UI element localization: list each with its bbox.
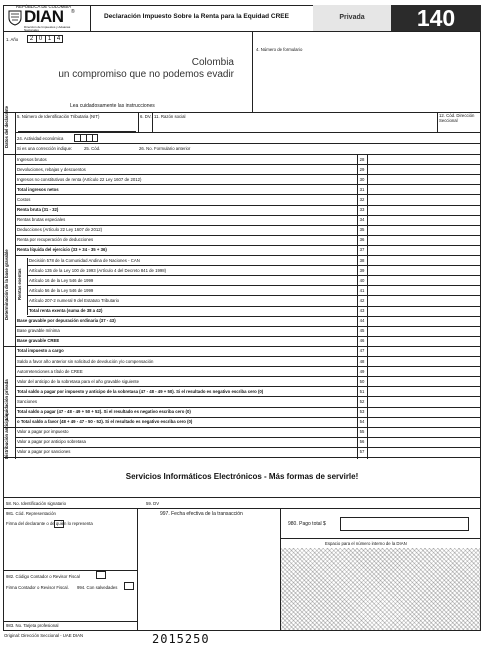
row-value-input[interactable]: [368, 164, 480, 174]
signatory-dv-label: 59. DV: [146, 501, 160, 506]
row-label: Saldo a favor año anterior sin solicitud de devolución y/o compensación: [17, 358, 154, 364]
row-label: Artículo 207-2 numeral 9 del Estatuto Tributario: [29, 297, 120, 303]
row-number: 28: [359, 156, 365, 162]
row-number: 32: [359, 196, 365, 202]
row-label: Deducciones (Artículo 22 Ley 1607 de 2012): [17, 227, 103, 233]
row-value-input[interactable]: [368, 386, 480, 396]
row-value-input[interactable]: [368, 184, 480, 194]
row-number: 45: [359, 328, 365, 334]
row-value-input[interactable]: [368, 376, 480, 386]
privacy-label: Privada: [313, 5, 391, 31]
row-value-input[interactable]: [368, 295, 480, 305]
row-label: o Total saldo a favor (48 + 49 - 47 - 50 - 52). Si el resultado es negativo escriba cero (0): [17, 419, 193, 425]
row-label: Total renta exenta (suma de 38 a 42): [29, 308, 103, 313]
services-banner: Servicios Informáticos Electrónicos - Más formas de servirle!: [125, 472, 359, 481]
row-number: 34: [359, 217, 365, 223]
formulario-anterior-label: 26. No. Formulario anterior: [139, 146, 191, 151]
taxpayer-section-label: Datos del declarante: [4, 105, 9, 148]
row-value-input[interactable]: [368, 396, 480, 406]
row-value-input[interactable]: [368, 346, 480, 356]
firma-contador-label: Firma Contador o Revisor Fiscal.: [6, 585, 69, 590]
row-value-input[interactable]: [368, 154, 480, 164]
row-value-input[interactable]: [368, 205, 480, 215]
row-label: Artículo 16 de la Ley 546 de 1999: [29, 277, 94, 283]
year-digit: 1: [47, 36, 52, 42]
row-label: Decisión 578 de la Comunidad Andina de Naciones - CAN: [29, 257, 140, 263]
row-value-input[interactable]: [368, 336, 480, 346]
row-number: 51: [359, 388, 365, 394]
row-number: 57: [359, 449, 365, 455]
row-label: Rentas brutas especiales: [17, 217, 66, 223]
row-label: Devoluciones, rebajas y descuentos: [17, 166, 86, 172]
row-label: Artículo 135 de la Ley 100 de 1993 (Artículo 4 del Decreto 841 de 1998): [29, 267, 167, 273]
row-label: Total saldo a pagar (47 - 48 - 49 + 50 + 52). Si el resultado es negativo escriba cero (0): [17, 409, 191, 414]
row-label: Artículo 56 de la Ley 546 de 1999: [29, 287, 94, 293]
slogan-line1: Colombia: [191, 57, 234, 68]
row-number: 52: [359, 398, 365, 404]
row-label: Total saldo a pagar por impuesto y anticipo de la sobretasa (47 - 48 - 49 + 50). Si el resultado es negativo escriba cero (0): [17, 388, 264, 394]
row-value-input[interactable]: [368, 245, 480, 255]
row-value-input[interactable]: [368, 255, 480, 265]
dian-internal-area: [281, 548, 480, 630]
row-value-input[interactable]: [368, 235, 480, 245]
row-label: Valor a pagar por sanciones: [17, 449, 71, 455]
instructions-text: Lea cuidadosamente las instrucciones: [70, 103, 155, 109]
original-label: Original: Dirección Seccional - UAE DIAN: [4, 633, 84, 638]
row-value-input[interactable]: [368, 366, 480, 376]
form-title: Declaración Impuesto Sobre la Renta para la Equidad CREE: [104, 13, 289, 20]
nit-label: 5. Número de Identificación Tributaria (NIT): [17, 114, 100, 119]
row-label: Total ingresos netos: [17, 186, 59, 192]
row-label: Ingresos no constitutivos de renta (Artículo 22 Ley 1607 de 2012): [17, 176, 142, 182]
pagos-section-label: Distribución anticipos: [4, 413, 9, 459]
fecha-efectiva-label: 997. Fecha efectiva de la transacción: [160, 511, 243, 517]
row-number: 53: [359, 409, 365, 414]
year-digit: 4: [56, 36, 61, 42]
row-value-input[interactable]: [368, 447, 480, 457]
row-number: 33: [359, 207, 365, 212]
row-number: 43: [359, 308, 365, 313]
row-value-input[interactable]: [368, 215, 480, 225]
row-number: 35: [359, 227, 365, 233]
rentas-exentas-section-label: Rentas exentas: [17, 268, 22, 300]
row-label: Valor a pagar por anticipo sobretasa: [17, 439, 86, 445]
year-label: 1. Año: [6, 37, 19, 42]
row-value-input[interactable]: [368, 265, 480, 275]
pago-total-label: 980. Pago total $: [288, 521, 326, 527]
row-label: Ingresos brutos: [17, 156, 47, 162]
year-digit: 0: [38, 36, 43, 42]
razon-social-label: 11. Razón social: [154, 114, 186, 119]
row-value-input[interactable]: [368, 326, 480, 336]
row-label: Valor del anticipo de la sobretasa para el año gravable siguiente: [17, 378, 139, 384]
row-value-input[interactable]: [368, 174, 480, 184]
republic-label: REPÚBLICA DE COLOMBIA: [16, 4, 72, 9]
nit-input[interactable]: [18, 124, 136, 132]
year-digit: 2: [29, 36, 34, 42]
base-gravable-section-label: Determinación de la base gravable: [4, 249, 9, 320]
cod-representacion-label: 981. Cód. Representación: [6, 511, 56, 516]
row-number: 39: [359, 267, 365, 273]
row-label: Base gravable por depuración ordinaria (37 - 43): [17, 318, 116, 324]
row-label: Renta bruta (31 - 32): [17, 207, 59, 212]
row-number: 50: [359, 378, 365, 384]
form-number-badge: 140: [391, 5, 481, 31]
row-number: 49: [359, 368, 365, 374]
row-number: 46: [359, 338, 365, 344]
row-value-input[interactable]: [368, 306, 480, 316]
row-label: Autorretenciones a título de CREE: [17, 368, 83, 374]
barcode-number: 2015250: [152, 632, 210, 646]
row-number: 56: [359, 439, 365, 445]
actividad-label: 24. Actividad económica: [17, 136, 64, 141]
liquidacion-section-label: Liquidación privada: [4, 379, 9, 420]
row-value-input[interactable]: [368, 356, 480, 366]
dir-seccional-label: 12. Cód. Dirección Seccional: [439, 113, 475, 123]
espacio-dian-label: Espacio para el número interno de la DIAN: [325, 541, 407, 546]
salvedades-checkbox[interactable]: [124, 582, 134, 590]
row-label: Total impuesto a cargo: [17, 348, 64, 354]
dv-label: 6. DV.: [140, 114, 152, 119]
salvedades-label: 994. Con salvedades: [77, 585, 118, 590]
form-number-field-label: 4. Número de formulario: [256, 47, 303, 52]
row-label: Base gravable mínima: [17, 328, 60, 334]
cod-label: 25. Cód.: [84, 146, 101, 151]
registered-mark-icon: ®: [71, 9, 75, 15]
firma-declarante-label: Firma del declarante o de quien lo representa: [6, 521, 93, 526]
row-label: Base gravable CREE: [17, 338, 60, 344]
row-value-input[interactable]: [368, 194, 480, 204]
row-number: 54: [359, 419, 365, 425]
row-number: 44: [359, 318, 365, 324]
row-label: Costos: [17, 196, 31, 202]
row-label: Sanciones: [17, 398, 38, 404]
slogan-line2: un compromiso que no podemos evadir: [58, 69, 234, 80]
dian-logo: DIAN: [24, 7, 64, 26]
row-number: 40: [359, 277, 365, 283]
row-number: 47: [359, 348, 365, 354]
correccion-label: Si es una corrección indique:: [17, 146, 73, 151]
row-value-input[interactable]: [368, 225, 480, 235]
tarjeta-profesional-label: 983. No. Tarjeta profesional: [6, 623, 59, 628]
dian-logo-subtitle: Dirección de Impuestos y Aduanas Nacionales: [24, 25, 71, 32]
row-number: 36: [359, 237, 365, 243]
dian-shield-icon: [8, 10, 22, 26]
row-value-input[interactable]: [368, 316, 480, 326]
row-number: 29: [359, 166, 365, 172]
row-value-input[interactable]: [368, 417, 480, 427]
row-label: Renta líquida del ejercicio (33 + 34 - 35 + 36): [17, 247, 107, 253]
row-label: Renta por recuperación de deducciones: [17, 237, 94, 243]
row-number: 31: [359, 186, 365, 192]
row-number: 41: [359, 287, 365, 293]
signatory-id-label: 58. No. Identificación signatario: [6, 501, 66, 506]
row-number: 38: [359, 257, 365, 263]
row-number: 55: [359, 429, 365, 435]
row-value-input[interactable]: [368, 407, 480, 417]
row-number: 30: [359, 176, 365, 182]
cod-contador-label: 982. Código Contador o Revisor Fiscal: [6, 574, 80, 579]
row-number: 42: [359, 297, 365, 303]
pago-total-input[interactable]: [340, 517, 469, 531]
row-number: 37: [359, 247, 365, 253]
row-label: Valor a pagar por impuesto: [17, 429, 69, 435]
cod-contador-input[interactable]: [96, 571, 106, 579]
row-value-input[interactable]: [368, 427, 480, 437]
row-value-input[interactable]: [368, 285, 480, 295]
row-number: 48: [359, 358, 365, 364]
row-value-input[interactable]: [368, 437, 480, 447]
row-value-input[interactable]: [368, 275, 480, 285]
